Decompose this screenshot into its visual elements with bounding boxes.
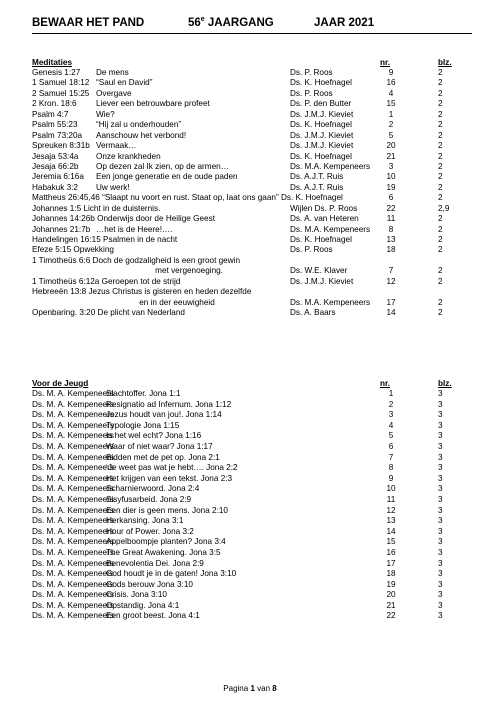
author: Ds. W.E. Klaver [290,266,348,276]
list-item [32,580,472,591]
list-item [32,99,472,109]
bible-reference: 1 Timotheüs 6:12a Geroepen tot de strijd [32,276,181,286]
page-number: 2 [438,308,443,318]
list-item [32,266,472,276]
issue-number: 4 [388,420,394,430]
list-item [32,131,472,141]
author: Ds. P. Roos [290,88,333,98]
author: Ds. M.A. Kempeneers [290,297,371,307]
bible-reference: Psalm 73:20a [32,130,83,140]
section-title: Voor de Jeugd [32,379,89,388]
page-number: 3 [438,558,443,568]
issue-number: 5 [388,431,394,441]
article-title: Een groot beest. Jona 4:1 [106,611,200,621]
list-item [32,172,472,182]
issue-number: 3 [388,161,394,171]
page-number: 3 [438,484,443,494]
meditaties-header [32,58,472,68]
article-title: Het krijgen van een tekst. Jona 2:3 [106,473,233,483]
issue-number: 16 [386,78,396,88]
list-item [32,308,472,318]
issue-number: 13 [386,235,396,244]
page-number: 2 [438,193,443,203]
article-title: Typologie Jona 1:15 [106,420,180,430]
issue-number: 4 [388,88,394,98]
meditation-title: Wie? [96,109,115,119]
list-item [32,453,472,464]
author: Ds. M. A. Kempeneers [32,516,114,526]
list-item [32,89,472,99]
author: Ds. P. Roos [290,68,333,77]
list-item [32,516,472,527]
list-item [32,495,472,506]
page-number: 3 [438,389,443,398]
list-item [32,225,472,235]
bible-reference: Johannes 14:26b Onderwijs door de Heilige Geest [32,214,215,224]
page-number: 2 [438,266,443,276]
volume-label: 56e JAARGANG [188,16,274,29]
issue-number: 2 [388,399,394,409]
page-number: 3 [438,526,443,536]
bible-reference: Psalm 55:23 [32,120,78,130]
article-title: Hour of Power. Jona 3:2 [106,526,194,536]
bible-reference: Jesaja 53:4a [32,151,79,161]
list-item [32,162,472,172]
page-number: 3 [438,473,443,483]
author: Ds. A. Baars [290,308,336,318]
page-number: 2 [438,151,443,161]
page-number: 2 [438,161,443,171]
author: Ds. M. A. Kempeneers [32,569,114,579]
page-number: 2,9 [438,203,450,213]
page-number: 2 [438,297,443,307]
bible-reference: 1 Samuel 18:12 [32,78,90,88]
author: Ds. M.A. Kempeneers [290,224,371,234]
issue-number: 12 [386,276,396,286]
page-number: 2 [438,235,443,244]
list-item [32,204,472,214]
article-title: The Great Awakening. Jona 3:5 [106,547,221,557]
page-number: 3 [438,452,443,462]
issue-number: 22 [386,203,396,213]
author: Ds. J.M.J. Kieviet [290,130,354,140]
page-number: 3 [438,431,443,441]
issue-number: 6 [388,193,394,203]
page-number: 2 [438,224,443,234]
author: Ds. M. A. Kempeneers [32,420,114,430]
list-item [32,152,472,162]
list-item [32,298,472,308]
meditation-title: Vermaak… [96,141,137,151]
issue-number: 12 [386,505,396,515]
list-item [32,611,472,622]
page-footer: Pagina 1 van 8 [223,684,277,693]
list-item [32,410,472,421]
meditation-title: en in der eeuwigheid [96,297,215,307]
meditaties-section [32,58,472,319]
author: Ds. M. A. Kempeneers [32,399,114,409]
list-item [32,559,472,570]
author: Ds. A.J.T. Ruis [290,172,344,182]
author: Wijlen Ds. P. Roos [290,203,358,213]
bible-reference: Johannes 21:7b [32,224,91,234]
article-title: Slachtoffer. Jona 1:1 [106,389,181,398]
list-item [32,474,472,485]
issue-number: 11 [386,494,396,504]
issue-number: 19 [386,579,396,589]
bible-reference: Jesaja 66:2b [32,161,79,171]
issue-number: 20 [386,141,396,151]
meditaties-list [32,68,472,319]
meditation-title: “Saul en David” [96,78,153,88]
issue-number: 19 [386,182,396,192]
page-number: 2 [438,276,443,286]
meditation-title: De mens [96,68,129,77]
issue-number: 22 [386,611,396,621]
author: Ds. K. Hoefnagel [290,78,352,88]
page-number: 2 [438,172,443,182]
author: Ds. K. Hoefnagel [290,235,352,244]
issue-number: 8 [388,224,394,234]
page-number: 2 [438,78,443,88]
article-title: Herkansing. Jona 3:1 [106,516,184,526]
column-nr-header: nr. [380,58,391,67]
bible-reference: Spreuken 8:31b [32,141,90,151]
issue-number: 11 [386,214,396,224]
meditation-title: Op dezen zal Ik zien, op de armen… [96,161,229,171]
issue-number: 21 [386,600,396,610]
article-title: Gods berouw Jona 3:10 [106,579,193,589]
list-item [32,141,472,151]
page-number: 2 [438,245,443,255]
article-title: Opstandig. Jona 4:1 [106,600,180,610]
page-header [32,17,472,34]
jeugd-list [32,389,472,622]
issue-number: 17 [386,558,396,568]
page-number: 3 [438,410,443,420]
article-title: Waar of niet waar? Jona 1:17 [106,441,213,451]
page-number: 2 [438,68,443,77]
page-number: 3 [438,600,443,610]
issue-number: 16 [386,547,396,557]
article-title: Crisis. Jona 3:10 [106,590,167,600]
article-title: ‘Je weet pas wat je hebt…. Jona 2:2 [106,463,238,473]
page-number: 3 [438,420,443,430]
page-number: 3 [438,399,443,409]
page-number: 3 [438,537,443,547]
page-number: 3 [438,569,443,579]
issue-number: 10 [386,484,396,494]
author: Ds. A.J.T. Ruis [290,182,344,192]
bible-reference: Openbaring. 3:20 De plicht van Nederland [32,308,185,318]
author: Ds. A. van Heteren [290,214,359,224]
bible-reference: Genesis 1:27 [32,68,81,77]
page-number: 3 [438,516,443,526]
year-label: JAAR 2021 [314,17,375,29]
issue-number: 9 [388,473,394,483]
issue-number: 14 [386,308,396,318]
author: Ds. J.M.J. Kieviet [290,276,354,286]
author: Ds. M. A. Kempeneers [32,526,114,536]
page-number: 2 [438,120,443,130]
author: Ds. M. A. Kempeneers [32,494,114,504]
list-item [32,193,472,203]
article-title: Scharnierwoord. Jona 2:4 [106,484,200,494]
author: Ds. P. Roos [290,245,333,255]
author: Ds. P. den Butter [290,99,352,109]
list-item [32,214,472,224]
author: Ds. M.A. Kempeneers [290,161,371,171]
jeugd-header [32,379,472,389]
meditation-title: Een jonge generatie en de oude paden [96,172,238,182]
section-title: Meditaties [32,58,73,67]
author: Ds. M. A. Kempeneers [32,505,114,515]
jeugd-section [32,379,472,622]
page-number: 3 [438,463,443,473]
list-item [32,256,472,266]
author: Ds. M. A. Kempeneers [32,537,114,547]
author: Ds. M. A. Kempeneers [32,463,114,473]
author: Ds. J.M.J. Kieviet [290,109,354,119]
page-number: 2 [438,141,443,151]
page-number: 3 [438,494,443,504]
article-title: Een dier is geen mens. Jona 2:10 [106,505,228,515]
bible-reference: Johannes 1:5 Licht in de duisternis. [32,203,161,213]
issue-number: 14 [386,526,396,536]
author: Ds. K. Hoefnagel [290,120,352,130]
page-number: 3 [438,505,443,515]
page-number: 2 [438,99,443,109]
issue-number: 9 [388,68,394,77]
list-item [32,569,472,580]
issue-number: 6 [388,441,394,451]
issue-number: 17 [386,297,396,307]
bible-reference: Jeremia 6:16a [32,172,84,182]
author: Ds. K. Hoefnagel [290,151,352,161]
meditation-title: Aanschouw het verbond! [96,130,187,140]
column-blz-header: blz. [438,58,452,67]
list-item [32,78,472,88]
bible-reference: Hebreeën 13:8 Jezus Christus is gisteren en heden dezelfde [32,287,252,297]
author: Ds. M. A. Kempeneers [32,431,114,441]
issue-number: 20 [386,590,396,600]
meditation-title: Onze krankheden [96,151,161,161]
page-number: 2 [438,214,443,224]
article-title: Benevolentia Dei. Jona 2:9 [106,558,204,568]
publication-title: BEWAAR HET PAND [32,17,145,29]
list-item [32,277,472,287]
list-item [32,548,472,559]
column-blz-header: blz. [438,379,452,388]
author: Ds. M. A. Kempeneers [32,611,114,621]
meditation-title: Liever een betrouwbare profeet [96,99,210,109]
issue-number: 3 [388,410,394,420]
issue-number: 13 [386,516,396,526]
list-item [32,389,472,400]
bible-reference: Efeze 5:15 Opwekking [32,245,114,255]
column-nr-header: nr. [380,379,391,388]
bible-reference: Habakuk 3:2 [32,182,78,192]
list-item [32,235,472,245]
article-title: Jezus houdt van jou!. Jona 1:14 [106,410,222,420]
list-item [32,110,472,120]
list-item [32,287,472,297]
author: Ds. M. A. Kempeneers [32,410,114,420]
meditation-title: Uw werk! [96,182,130,192]
article-title: Bidden met de pet op. Jona 2:1 [106,452,220,462]
page-number: 3 [438,611,443,621]
issue-number: 15 [386,99,396,109]
list-item [32,537,472,548]
article-title: Resignatio ad Infernum. Jona 1:12 [106,399,232,409]
list-item [32,400,472,411]
list-item [32,590,472,601]
page-number: 2 [438,88,443,98]
bible-reference: 2 Samuel 15:25 [32,88,90,98]
issue-number: 18 [386,245,396,255]
issue-number: 10 [386,172,396,182]
issue-number: 2 [388,120,394,130]
page-number: 2 [438,182,443,192]
bible-reference: Psalm 4:7 [32,109,69,119]
page-number: 2 [438,109,443,119]
meditation-title: Overgave [96,88,132,98]
author: Ds. J.M.J. Kieviet [290,141,354,151]
issue-number: 5 [388,130,394,140]
page-number: 3 [438,547,443,557]
list-item [32,484,472,495]
page-number: 3 [438,441,443,451]
bible-reference: 2 Kron. 18:6 [32,99,77,109]
issue-number: 1 [388,389,394,398]
page-number: 2 [438,130,443,140]
list-item [32,245,472,255]
meditation-title: “Hij zal u onderhouden” [96,120,182,130]
issue-number: 1 [388,109,394,119]
page-number: 3 [438,579,443,589]
bible-reference: Mattheus 26:45,46 “Slaapt nu voort en rust. Staat op, laat ons gaan” Ds. K. Hoefnagel [32,193,343,203]
list-item [32,463,472,474]
author: Ds. M. A. Kempeneers [32,547,114,557]
issue-number: 8 [388,463,394,473]
list-item [32,442,472,453]
author: Ds. M. A. Kempeneers [32,389,114,398]
bible-reference: 1 Timotheüs 6:6 Doch de godzaligheid is een groot gewin [32,255,241,265]
meditation-title: …het is de Heere!…. [96,224,173,234]
bible-reference: Handelingen 16:15 Psalmen in de nacht [32,235,178,244]
list-item [32,601,472,612]
list-item [32,68,472,78]
article-title: Sisyfusarbeid. Jona 2:9 [106,494,192,504]
issue-number: 7 [388,452,394,462]
author: Ds. M. A. Kempeneers [32,452,114,462]
issue-number: 15 [386,537,396,547]
list-item [32,120,472,130]
list-item [32,527,472,538]
article-title: Appelboompje planten? Jona 3:4 [106,537,226,547]
author: Ds. M. A. Kempeneers [32,579,114,589]
list-item [32,421,472,432]
article-title: God houdt je in de gaten! Jona 3:10 [106,569,237,579]
page-number: 3 [438,590,443,600]
issue-number: 21 [386,151,396,161]
author: Ds. M. A. Kempeneers [32,484,114,494]
meditation-title: met vergenoeging. [96,266,223,276]
list-item [32,183,472,193]
author: Ds. M. A. Kempeneers [32,590,114,600]
author: Ds. M. A. Kempeneers [32,473,114,483]
author: Ds. M. A. Kempeneers [32,600,114,610]
article-title: Is het wel echt? Jona 1:16 [106,431,202,441]
issue-number: 18 [386,569,396,579]
list-item [32,506,472,517]
author: Ds. M. A. Kempeneers [32,441,114,451]
author: Ds. M. A. Kempeneers [32,558,114,568]
issue-number: 7 [388,266,394,276]
list-item [32,431,472,442]
